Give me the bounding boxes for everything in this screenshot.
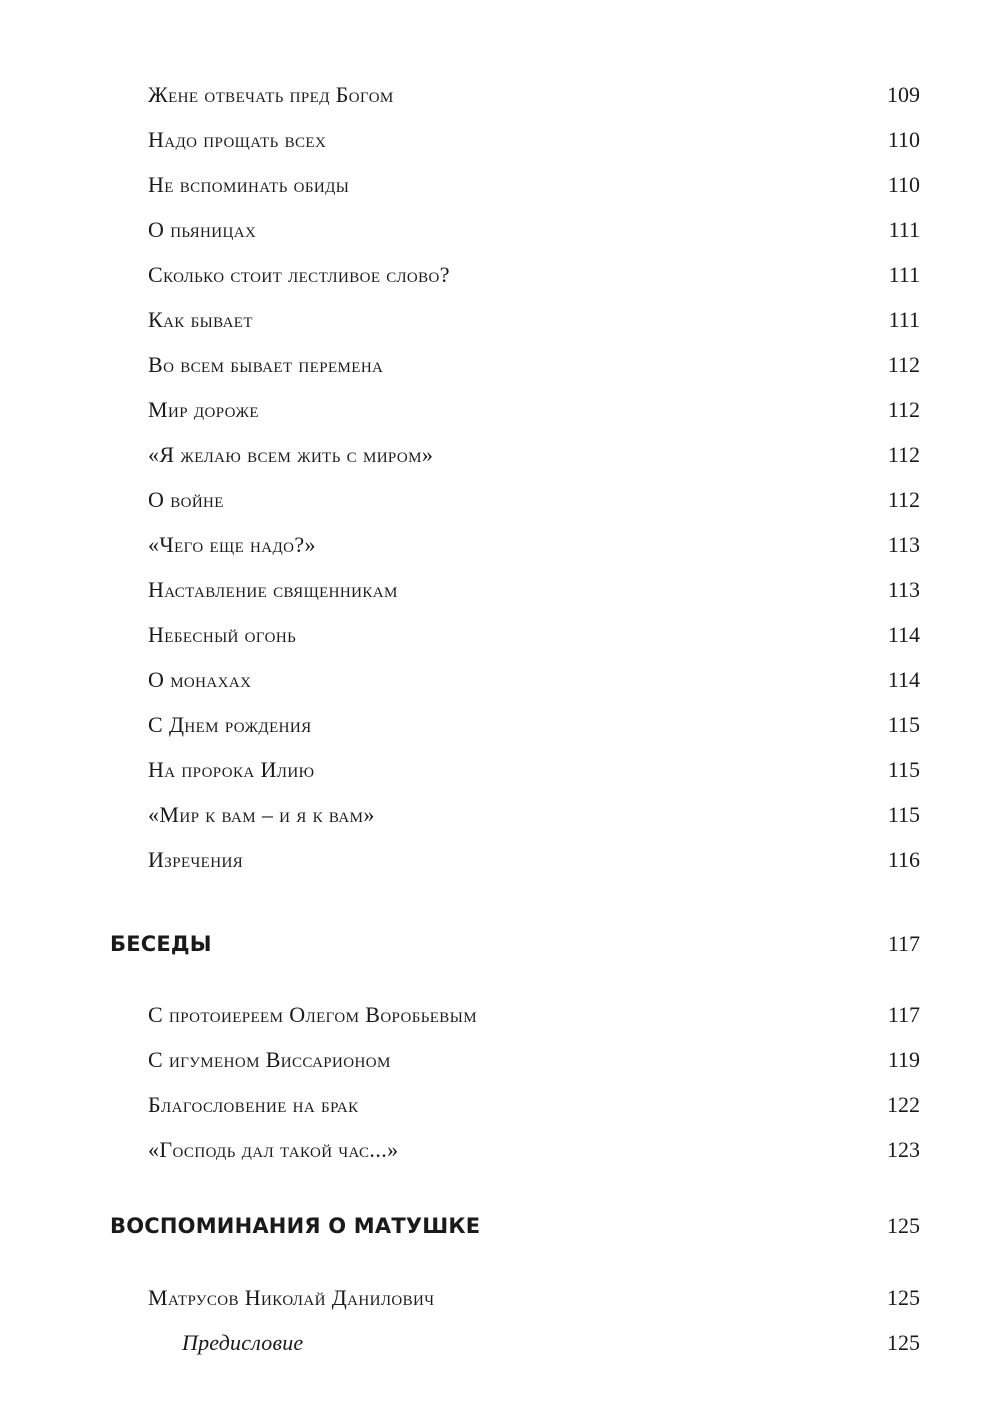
toc-entry xyxy=(0,750,1000,790)
toc-entry-title: О войне xyxy=(148,487,224,512)
toc-entry-page: 123 xyxy=(887,1137,920,1162)
toc-entry xyxy=(0,210,1000,250)
toc-subentry xyxy=(0,1323,1000,1363)
toc-section-page: 125 xyxy=(887,1213,920,1238)
toc-entry-page: 112 xyxy=(887,487,920,512)
toc-entry-page: 117 xyxy=(887,1002,920,1027)
toc-entry-title: Матрусов Николай Данилович xyxy=(148,1285,435,1310)
toc-entry xyxy=(0,660,1000,700)
toc-entry-title: С игуменом Виссарионом xyxy=(148,1047,391,1072)
toc-entry xyxy=(0,795,1000,835)
toc-entry-title: С протоиереем Олегом Воробьевым xyxy=(148,1002,477,1027)
toc-entry-page: 115 xyxy=(887,802,920,827)
toc-entry-page: 111 xyxy=(888,262,920,287)
toc-section-vospominaniya xyxy=(0,1206,1000,1246)
toc-entry-page: 116 xyxy=(887,847,920,872)
toc-entry-title: «Мир к вам – и я к вам» xyxy=(148,802,375,827)
toc-entry xyxy=(0,1278,1000,1318)
toc-entry-title: Сколько стоит лестливое слово? xyxy=(148,262,450,287)
toc-entry-page: 112 xyxy=(887,352,920,377)
toc-entry-page: 114 xyxy=(887,622,920,647)
toc-entry-page: 110 xyxy=(887,127,920,152)
toc-section-page: 117 xyxy=(887,931,920,956)
toc-entry-title: Мир дороже xyxy=(148,397,259,422)
toc-entry xyxy=(0,345,1000,385)
toc-entry-page: 122 xyxy=(887,1092,920,1117)
toc-entry-title: Не вспоминать обиды xyxy=(148,172,350,197)
toc-entry-page: 119 xyxy=(887,1047,920,1072)
toc-entry-page: 112 xyxy=(887,397,920,422)
toc-entry xyxy=(0,120,1000,160)
toc-entry-page: 111 xyxy=(888,217,920,242)
toc-entry xyxy=(0,1040,1000,1080)
toc-entry xyxy=(0,840,1000,880)
toc-subentry-page: 125 xyxy=(887,1330,920,1355)
toc-entry xyxy=(0,525,1000,565)
toc-entry xyxy=(0,615,1000,655)
toc-entry xyxy=(0,255,1000,295)
toc-entry-title: Надо прощать всех xyxy=(148,127,327,152)
toc-entry-title: С Днем рождения xyxy=(148,712,312,737)
toc-entry xyxy=(0,480,1000,520)
toc-entry-page: 111 xyxy=(888,307,920,332)
toc-entry-title: О монахах xyxy=(148,667,252,692)
toc-entry-title: «Чего еще надо?» xyxy=(148,532,316,557)
toc-entry xyxy=(0,705,1000,745)
toc-entry xyxy=(0,75,1000,115)
toc-entry xyxy=(0,1085,1000,1125)
toc-entry-title: Небесный огонь xyxy=(148,622,297,647)
toc-section-title: ВОСПОМИНАНИЯ О МАТУШКЕ xyxy=(110,1214,481,1238)
toc-entry-page: 112 xyxy=(887,442,920,467)
toc-entry xyxy=(0,165,1000,205)
toc-entry-title: О пьяницах xyxy=(148,217,257,242)
toc-entry-title: На пророка Илию xyxy=(148,757,315,782)
toc-entry-page: 113 xyxy=(887,577,920,602)
toc-entry-page: 125 xyxy=(887,1285,920,1310)
toc-entry xyxy=(0,995,1000,1035)
toc-subentry-title: Предисловие xyxy=(182,1330,304,1355)
toc-entry-title: Благословение на брак xyxy=(148,1092,359,1117)
toc-entry-page: 110 xyxy=(887,172,920,197)
toc-entry xyxy=(0,1130,1000,1170)
toc-entry-title: Во всем бывает перемена xyxy=(148,352,384,377)
toc-entry xyxy=(0,570,1000,610)
toc-entry-title: «Господь дал такой час...» xyxy=(148,1137,399,1162)
toc-entry-page: 114 xyxy=(887,667,920,692)
toc-entry-page: 113 xyxy=(887,532,920,557)
toc-entry-page: 109 xyxy=(887,82,920,107)
toc-entry-title: Наставление священникам xyxy=(148,577,398,602)
toc-entry-title: Как бывает xyxy=(148,307,253,332)
toc-entry-page: 115 xyxy=(887,757,920,782)
toc-entry xyxy=(0,390,1000,430)
toc-entry xyxy=(0,435,1000,475)
toc-entry xyxy=(0,300,1000,340)
toc-entry-title: «Я желаю всем жить с миром» xyxy=(148,442,434,467)
toc-entry-title: Изречения xyxy=(148,847,244,872)
toc-entry-title: Жене отвечать пред Богом xyxy=(148,82,394,107)
toc-section-title: БЕСЕДЫ xyxy=(110,932,212,956)
toc-entry-page: 115 xyxy=(887,712,920,737)
toc-section-besedy xyxy=(0,924,1000,964)
